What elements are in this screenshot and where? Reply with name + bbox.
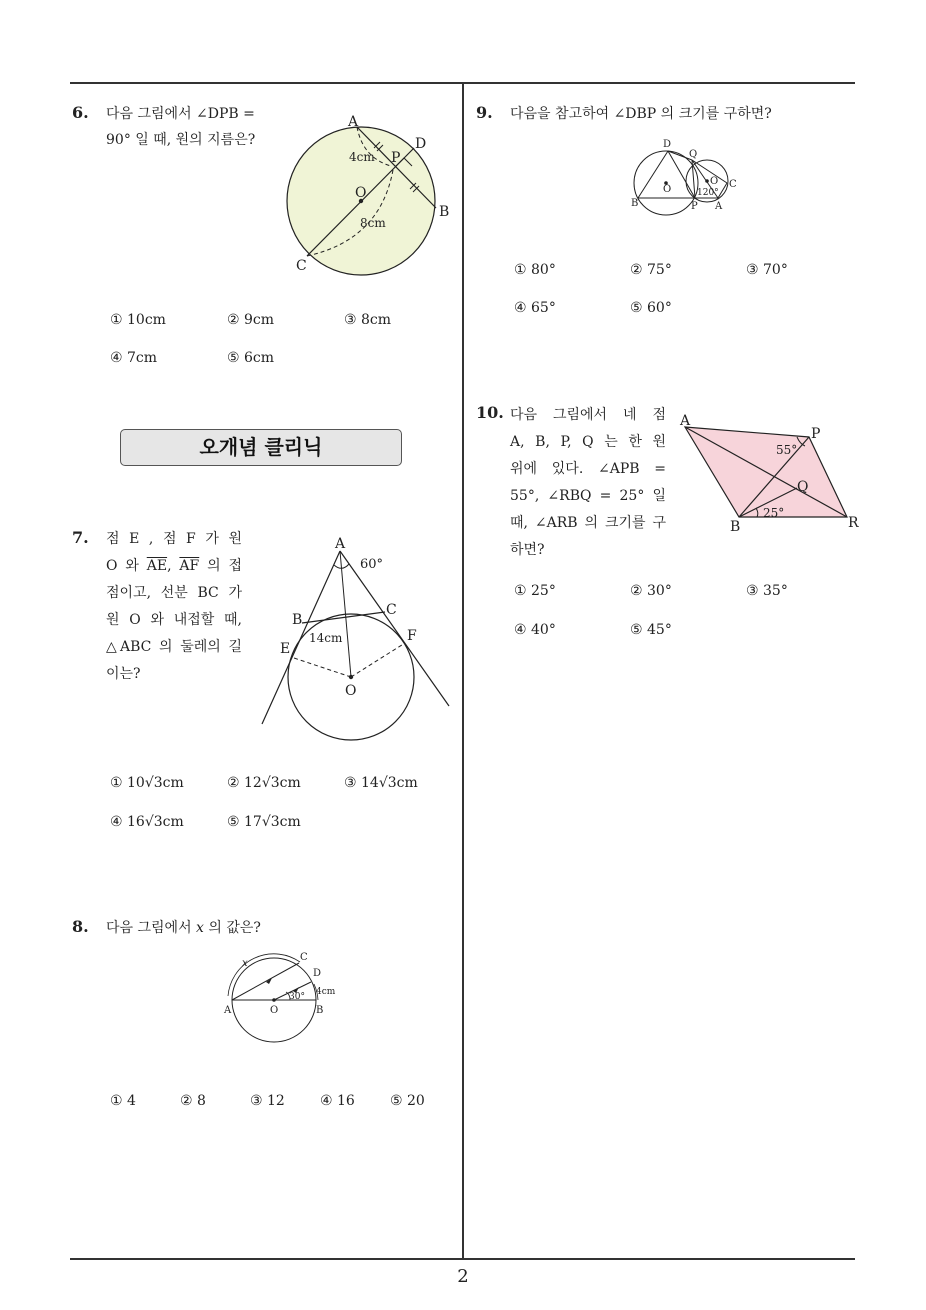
q7-radius-OE: [291, 657, 351, 677]
q10-choice-5: ⑤ 45°: [630, 622, 672, 638]
page-number: 2: [457, 1266, 469, 1287]
q9-number: 9.: [476, 103, 493, 122]
q10-line-5: 때, ∠ARB 의 크기를 구: [510, 515, 666, 531]
q7-label-B: B: [292, 612, 303, 628]
q8-choice-5: ⑤ 20: [390, 1093, 425, 1109]
q7-choice-2: ② 12√3cm: [227, 775, 301, 791]
q10-label-Q: Q: [797, 479, 809, 495]
q9-label-P: P: [691, 201, 698, 212]
q7-line-5: △ABC 의 둘레의 길: [106, 639, 242, 655]
q6-label-B: B: [439, 204, 450, 220]
q6-choice-3: ③ 8cm: [344, 312, 392, 328]
q6-line-1: 다음 그림에서 ∠DPB =: [106, 106, 255, 122]
q8-len-4cm: 4cm: [316, 987, 336, 997]
q8-label-D: D: [313, 968, 322, 979]
q7-line-2-suffix: 의 접: [199, 558, 243, 574]
q7-label-A: A: [335, 536, 346, 552]
q7-line-1: 점 E , 점 F 가 원: [106, 531, 242, 547]
q8-choice-2: ② 8: [180, 1093, 206, 1109]
q8-label-A: A: [224, 1005, 232, 1016]
q9-center-dot-2: [705, 179, 709, 183]
q10-choice-4: ④ 40°: [514, 622, 556, 638]
q6-label-O: O: [355, 185, 367, 201]
q6-choice-5: ⑤ 6cm: [227, 350, 275, 366]
q7-text: [106, 526, 242, 688]
q6-choice-1: ① 10cm: [110, 312, 166, 328]
q7-angle-60: 60°: [360, 557, 384, 572]
q7-line-4: 원 O 와 내접할 때,: [106, 612, 242, 628]
q10-text: [510, 402, 666, 564]
q8-figure: [220, 950, 340, 1045]
q9-label-B: B: [631, 198, 639, 209]
q7-ray-AE: $\overline{AE}$: [146, 558, 168, 574]
q7-line-6: 이는?: [106, 666, 141, 682]
q10-choice-1: ① 25°: [514, 583, 556, 599]
q7-len-14cm: 14cm: [309, 631, 343, 645]
q9-label-A: A: [715, 201, 723, 212]
q8-label-C: C: [300, 952, 308, 963]
q9-choice-5: ⑤ 60°: [630, 300, 672, 316]
q10-angle-55: 55°: [776, 443, 798, 457]
q6-line-2: 90° 일 때, 원의 지름은?: [106, 131, 256, 148]
q10-number: 10.: [476, 403, 504, 422]
q7-label-O: O: [345, 683, 357, 699]
q7-choice-3: ③ 14√3cm: [344, 775, 418, 791]
q8-angle-30: 30°: [289, 992, 305, 1002]
q8-number: 8.: [72, 917, 89, 936]
q7-radius-OF: [351, 643, 405, 677]
q10-label-B: B: [730, 519, 741, 535]
q7-line-2-sep: ,: [167, 558, 180, 574]
q10-choice-2: ② 30°: [630, 583, 672, 599]
q8-label-O: O: [270, 1005, 279, 1016]
q7-figure: [255, 530, 455, 745]
q7-line-2-prefix: O 와: [106, 558, 147, 574]
q7-center-dot: [349, 675, 353, 679]
q8-arc-x: [228, 954, 300, 996]
q10-line-4: 55°, ∠RBQ = 25° 일: [510, 488, 666, 504]
q9-choice-4: ④ 65°: [514, 300, 556, 316]
q10-angle-25: 25°: [763, 506, 785, 520]
q7-label-F: F: [407, 628, 417, 644]
q9-choice-2: ② 75°: [630, 262, 672, 278]
q8-label-x: x: [242, 958, 248, 969]
q10-label-A: A: [680, 413, 691, 429]
q7-number: 7.: [72, 528, 89, 547]
column-divider: [462, 82, 464, 1259]
q9-label-O1: O: [663, 184, 672, 195]
q9-choice-1: ① 80°: [514, 262, 556, 278]
q8-choice-3: ③ 12: [250, 1093, 285, 1109]
q8-center-dot: [272, 998, 276, 1002]
q6-number: 6.: [72, 103, 89, 122]
q10-line-1: 다음 그림에서 네 점: [510, 407, 666, 423]
q8-text: [106, 916, 261, 942]
q7-ray-AF: $\overline{AF}$: [179, 558, 200, 574]
q10-figure: [676, 408, 862, 538]
q6-len-4cm: 4cm: [349, 150, 375, 164]
q7-choice-4: ④ 16√3cm: [110, 814, 184, 830]
q9-label-D: D: [663, 139, 672, 150]
q10-line-3: 위에 있다. ∠APB =: [510, 461, 666, 477]
q7-line-3: 점이고, 선분 BC 가: [106, 585, 242, 601]
q6-label-A: A: [348, 114, 359, 130]
q9-label-C: C: [729, 179, 737, 190]
q10-label-P: P: [811, 426, 821, 442]
q6-label-D: D: [415, 136, 427, 152]
q6-choice-2: ② 9cm: [227, 312, 275, 328]
q7-label-C: C: [386, 602, 397, 618]
q6-choice-4: ④ 7cm: [110, 350, 158, 366]
q6-text: [106, 102, 271, 154]
q7-choice-1: ① 10√3cm: [110, 775, 184, 791]
q6-label-P: P: [391, 150, 401, 166]
bottom-rule: [70, 1258, 855, 1260]
q6-len-8cm: 8cm: [360, 216, 386, 230]
q10-choice-3: ③ 35°: [746, 583, 788, 599]
q8-text-suffix: 의 값은?: [203, 920, 261, 936]
q10-line-2: A, B, P, Q 는 한 원: [510, 434, 666, 450]
q9-angle-120: 120°: [697, 188, 719, 198]
q9-choice-3: ③ 70°: [746, 262, 788, 278]
q8-text-prefix: 다음 그림에서: [106, 920, 197, 936]
q8-label-B: B: [316, 1005, 324, 1016]
q9-label-O2: O: [710, 176, 719, 187]
section-banner: 오개념 클리닉: [120, 429, 402, 466]
q7-line-2: [106, 553, 242, 580]
q10-label-R: R: [848, 515, 859, 531]
q6-figure: [280, 110, 460, 280]
q8-variable-x: x: [196, 920, 204, 936]
q10-line-6: 하면?: [510, 542, 545, 558]
q8-choice-1: ① 4: [110, 1093, 136, 1109]
q9-figure: [626, 134, 746, 214]
q9-text: 다음을 참고하여 ∠DBP 의 크기를 구하면?: [510, 106, 772, 122]
q6-label-C: C: [296, 258, 307, 274]
q8-choice-4: ④ 16: [320, 1093, 355, 1109]
q7-choice-5: ⑤ 17√3cm: [227, 814, 301, 830]
q7-label-E: E: [280, 641, 291, 657]
q9-label-Q: Q: [689, 149, 698, 160]
